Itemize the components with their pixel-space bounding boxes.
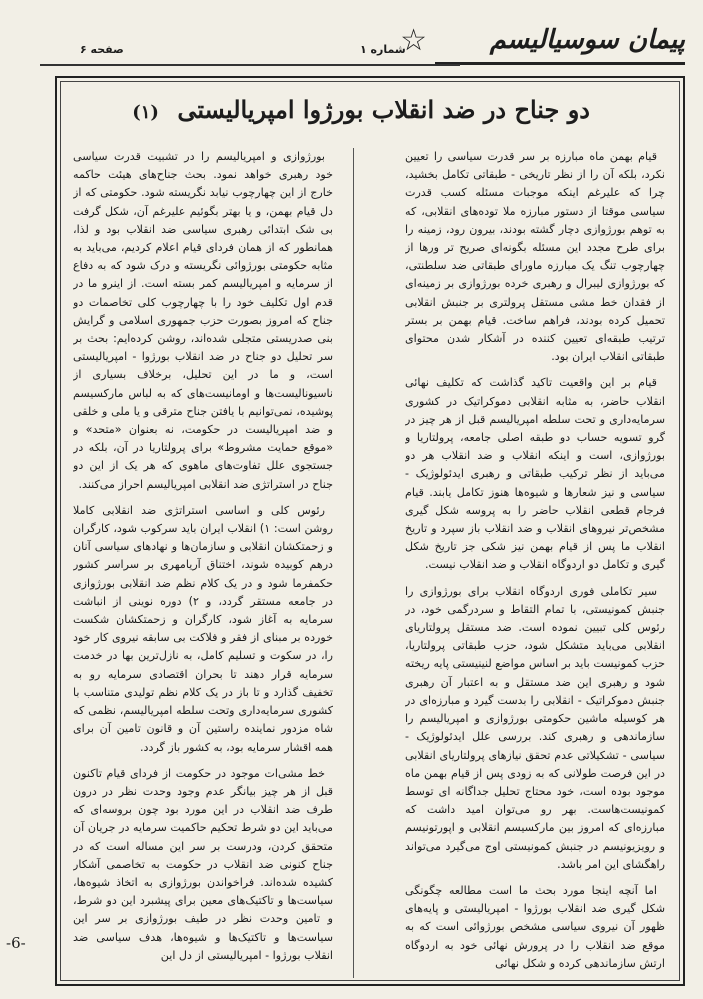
article-column-left [73, 148, 333, 978]
paragraph: قیام بر این واقعیت تاکید گذاشت که تکلیف نهائی انقلاب حاضر، به مثابه انقلابی دموکراتیک در کشوری سرمایه‌داری و تحت سلطه امپریالیسم قبل از هر چیز در گرو تسویه حساب دو طبقه اصلی جامعه، پرولتاریا و بورژوازی، است و اینکه انقلاب و ضد انقلاب هر دو می‌باید از نظر ترکیب طبقاتی و رهبری ایدئولوژیک - سیاسی و نیز شعارها و شیوه‌ها هنوز تکامل یابند. قیام فرجام قطعی انقلاب حاضر را به پروسه شکل گیری مشخص‌تر نیروهای انقلاب و ضد انقلاب باز سپرد و تاریخ انقلاب ما پس از قیام بهمن نیز شکی جز تاریخ شکل گیری و تکامل دو اردوگاه انقلاب و ضد انقلاب نیست. [405, 376, 665, 572]
masthead [40, 16, 695, 68]
paragraph: رئوس کلی و اساسی استراتژی ضد انقلابی کاملا روشن است: ۱) انقلاب ایران باید سرکوب شود، کارگران و زحمتکشان انقلابی و سازمان‌ها و نهادهای سیاسی آنان درهم کوبیده شوند، اختناق آریامهری بر سراسر کشور حکمفرما شود و در یک کلام نظم ضد انقلابی بورژوازی در جامعه مستقر گردد، و ۲) دوره نوینی از انباشت سرمایه به آغاز شود، کارگران و زحمتکشان شکست خورده بر مبنای از فقر و فلاکت بی سابقه نیروی کار خود را، در سکوت و تسلیم کامل، به نازل‌ترین بها در خدمت سرمایه قرار دهند تا بحران اقتصادی سرمایه رو به تخفیف گذارد و تا باز در یک کلام نظم تولیدی متناسب با کشوری سرمایه‌داری وتحت سلطه امپریالیسم، نظمی که شاه مزدور نماینده راستین آن و قانون تامین آن برای همه اقشار سرمایه بود، به کشور باز گردد. [73, 503, 333, 754]
newspaper-logo: پیمان سوسیالیسم [435, 22, 685, 65]
paragraph: سیر تکاملی فوری اردوگاه انقلاب برای بورژوازی را جنبش کمونیستی، با تمام التقاط و سردرگمی خود، در رئوس کلی تبیین نموده است. ضد مستقل پرولتاریای انقلابی می‌باید متشکل شود، حزب طبقاتی پرولتاریا، حزب کمونیست باید بر اساس مواضع لنینیستی پایه ریخته شود و رهبری این ضد مستقل و به اعتبار آن رهبری جنبش دموکراتیک - انقلابی را بدست گیرد و مبارزه‌ای در هر کوسیله ماشین حکومتی بورژوازی و امپریالیسم را سازماندهی و رهبری کند. بررسی علل ایدئولوژیک - سیاسی - تشکیلاتی عدم تحقق نیازهای پرولتاریای انقلابی در این فرصت طولانی که به زودی پس از قیام بهمن ماه موجود بوده است، خود محتاج تحلیل جداگانه ای توسط کمونیست‌هاست. بهر رو می‌توان امید داشت که مبارزه‌ای که امروز بین مارکسیسم انقلابی و اپورتونیسم و رویزیونیسم در جنبش کمونیستی اوج می‌گیرد می‌تواند راهگشای این امر باشد. [405, 584, 665, 871]
article-title-text: دو جناح در ضد انقلاب بورژوا امپریالیستی [177, 95, 590, 124]
article-column-right [405, 148, 665, 978]
header-rule [40, 64, 460, 66]
paragraph: قیام بهمن ماه مبارزه بر سر قدرت سیاسی را تعیین نکرد، بلکه آن را از نظر تاریخی - طبقاتی تکامل بخشید، چرا که علیرغم اینکه موجبات مسئله کسب قدرت سیاسی موقتا از دستور مبارزه ملا توده‌های انقلابی، که به توهم بورژوازی دچار گشته بودند، بیرون رود، زمینه را برای طرح مجدد این مسئله بگونه‌ای صریح تر ورها از چهارچوب تنگ یک مبارزه ماورای طبقاتی ضد سلطنتی، که بورژوازی لیبرال و رهبری خرده بورژوازی بر زمینه‌ای از فقدان خط مشی مستقل پرولتری بر جنبش انقلابی تحمیل کرده بودند، فراهم ساخت. قیام بهمن بر بستر ترتیب طبقه‌ای تعیین کننده در آشکار شدن محتوای طبقاتی انقلاب ایران بود. [405, 150, 665, 364]
paragraph: اما آنچه اینجا مورد بحث ما است مطالعه چگونگی شکل گیری ضد انقلاب بورژوا - امپریالیستی و پایه‌های ظهور آن نیروی سیاسی مشخص بورژوائی است که به موقع ضد انقلاب را در پرورش نهائی خود به اردوگاه ارتش سازماندهی کرده و شکل نهائی [405, 883, 665, 970]
article-title [120, 95, 590, 124]
column-divider [353, 148, 354, 978]
paragraph: بورژوازی و امپریالیسم را در تشبیت قدرت سیاسی خود رهبری خواهد نمود. بحث جناح‌های هیئت حاکمه خارج از این چهارچوب نیابد نگریسته شود. حکومتی که از دل قیام بهمن، و یا بهتر بگوئیم علیرغم آن، شکل گرفت بی شک ابتدائی رهبری سیاسی ضد انقلاب بود و لذا، همانطور که از همان فردای قیام اعلام کردیم، می‌باید به مثابه حکومتی بورژوائی نگریسته و درک شود که به دفاع از سرمایه و امپریالیسم کمر بسته است. از اینرو ما در قدم اول تکلیف خود را با چهارچوب کلی تخاصمات دو جناح که امروز بصورت حزب جمهوری اسلامی و گرایش بنی صدریستی متجلی شده‌اند، روشن کرده‌ایم: بحث بر سر تحلیل دو جناح در ضد انقلاب بورژوا - امپریالیستی است، و ما در این تحلیل، برخلاف بسیاری از ناسیونالیست‌ها و اومانیست‌های که به لباس مارکسیسم پوشیده، نمی‌توانیم با یافتن جناح مترقی و یا ملی و خلقی و ضد امپریالیست در حکومت، نه بعنوان «متحد» و «موقع حمایت مشروط» برای پرولتاریا در آن، بلکه در جستجوی علل تفاوت‌های ماهوی که هر یک از این دو جناح در استراتژی ضد انقلابی امپریالیسم احراز می‌کنند. [73, 150, 333, 491]
issue-number: شماره ۱ [360, 43, 406, 56]
margin-page-number: -6- [6, 934, 26, 952]
article-title-part: (۱) [132, 102, 159, 123]
page-number-header: صفحه ۶ [80, 43, 124, 56]
star-icon: ☆ [400, 23, 427, 58]
paragraph: خط مشی‌ات موجود در حکومت از فردای قیام تاکنون قبل از هر چیز بیانگر عدم وجود وحدت نظر در درون طرف ضد انقلاب در این مورد بود چون بروسه‌ای که می‌باید این دو شرط تحکیم حاکمیت سرمایه در جریان آن متحقق کردن، ودرست بر سر این مساله است که در جناح کنونی ضد انقلاب در حکومت به تخاصمی آشکار کشیده شده‌اند. فراخواندن بورژوازی به اتخاذ شیوه‌ها، سیاست‌ها و تاکتیک‌های معین برای پیشبرد این دو شرط، و تامین وحدت نظر در طیف بورژوازی بر سر این سیاست‌ها و تاکتیک‌ها و شیوه‌ها، هدف سیاسی ضد انقلاب بورژوا - امپریالیستی از دل این [73, 766, 333, 962]
